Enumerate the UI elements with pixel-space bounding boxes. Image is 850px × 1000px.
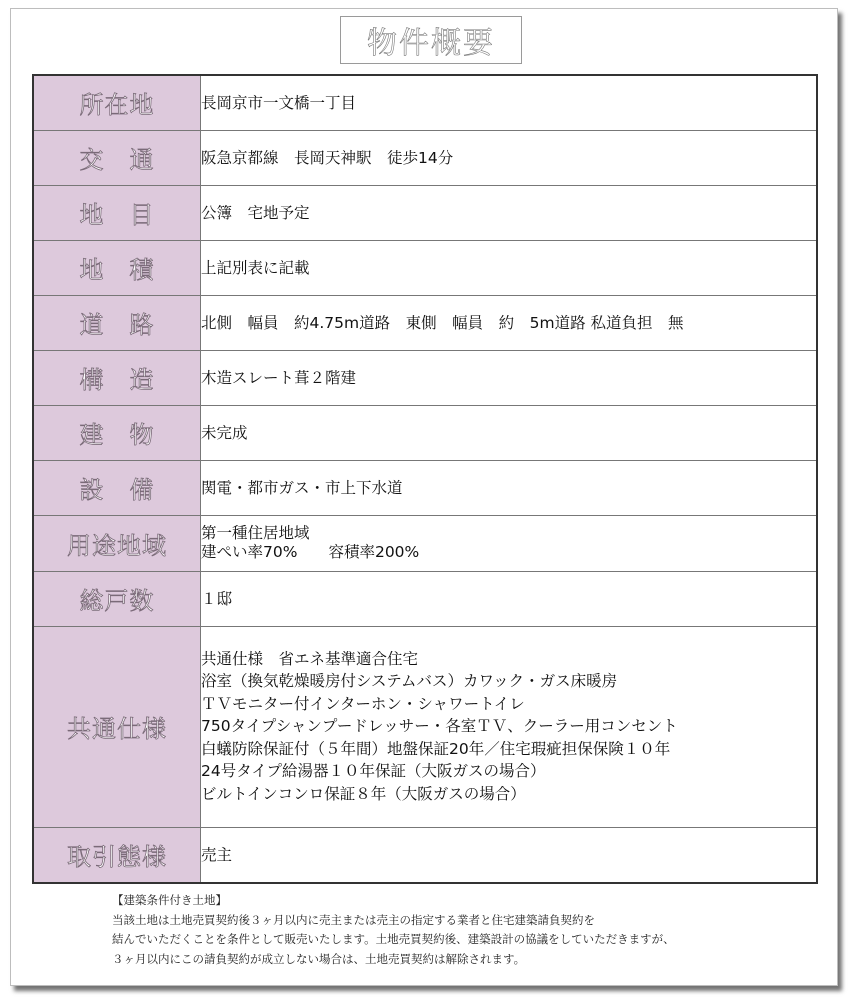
row-value: 第一種住居地域 建ぺい率70% 容積率200% <box>201 515 818 571</box>
table-row <box>33 240 817 295</box>
note-line: ３ヶ月以内にこの請負契約が成立しない場合は、土地売買契約は解除されます。 <box>112 951 526 966</box>
page-title: 物件概要 <box>367 26 495 61</box>
table-row <box>33 571 817 626</box>
row-value: 阪急京都線 長岡天神駅 徒歩14分 <box>201 130 818 185</box>
table-row <box>33 515 817 571</box>
row-value: 未完成 <box>201 405 818 460</box>
row-label: 総戸数 <box>33 571 201 626</box>
row-value: 共通仕様 省エネ基準適合住宅 浴室（換気乾燥暖房付システムバス）カワック・ガス床暖房 ＴＶモニター付インターホン・シャワートイレ 750タイプシャンプードレッサー・各室ＴＶ、クーラー用コンセント 白蟻防除保証付（５年間）地盤保証20年／住宅瑕疵担保保険１０年 24号タイプ給湯器１０年保証（大阪ガスの場合） ビルトインコンロ保証８年（大阪ガスの場合） <box>201 626 818 827</box>
table-row <box>33 295 817 350</box>
table-row <box>33 350 817 405</box>
property-spec-table <box>32 74 818 884</box>
row-value: 公簿 宅地予定 <box>201 185 818 240</box>
table-row <box>33 827 817 883</box>
row-label: 道 路 <box>33 295 201 350</box>
table-row <box>33 460 817 515</box>
table-row <box>33 75 817 130</box>
table-row <box>33 405 817 460</box>
row-label: 建 物 <box>33 405 201 460</box>
table-row <box>33 185 817 240</box>
row-value: 長岡京市一文橋一丁目 <box>201 75 818 130</box>
row-label: 用途地域 <box>33 515 201 571</box>
row-label: 地 積 <box>33 240 201 295</box>
row-label: 地 目 <box>33 185 201 240</box>
row-value: 上記別表に記載 <box>201 240 818 295</box>
row-value: 北側 幅員 約4.75m道路 東側 幅員 約 5m道路 私道負担 無 <box>201 295 818 350</box>
row-label: 共通仕様 <box>33 626 201 827</box>
row-label: 構 造 <box>33 350 201 405</box>
row-value: 売主 <box>201 827 818 883</box>
table-row <box>33 130 817 185</box>
row-value: 木造スレート葺２階建 <box>201 350 818 405</box>
note-line: 結んでいただくことを条件として販売いたします。土地売買契約後、建築設計の協議をしていただきますが、 <box>112 932 675 946</box>
row-label: 取引態様 <box>33 827 201 883</box>
row-label: 所在地 <box>33 75 201 130</box>
table-row <box>33 626 817 827</box>
row-value: 関電・都市ガス・市上下水道 <box>201 460 818 515</box>
note-heading: 【建築条件付き土地】 <box>112 893 227 907</box>
row-label: 設 備 <box>33 460 201 515</box>
row-value: １邸 <box>201 571 818 626</box>
note-line: 当該土地は土地売買契約後３ヶ月以内に売主または売主の指定する業者と住宅建築請負契約を <box>112 912 595 927</box>
title-box <box>340 16 522 64</box>
row-label: 交 通 <box>33 130 201 185</box>
building-condition-note <box>112 891 675 969</box>
